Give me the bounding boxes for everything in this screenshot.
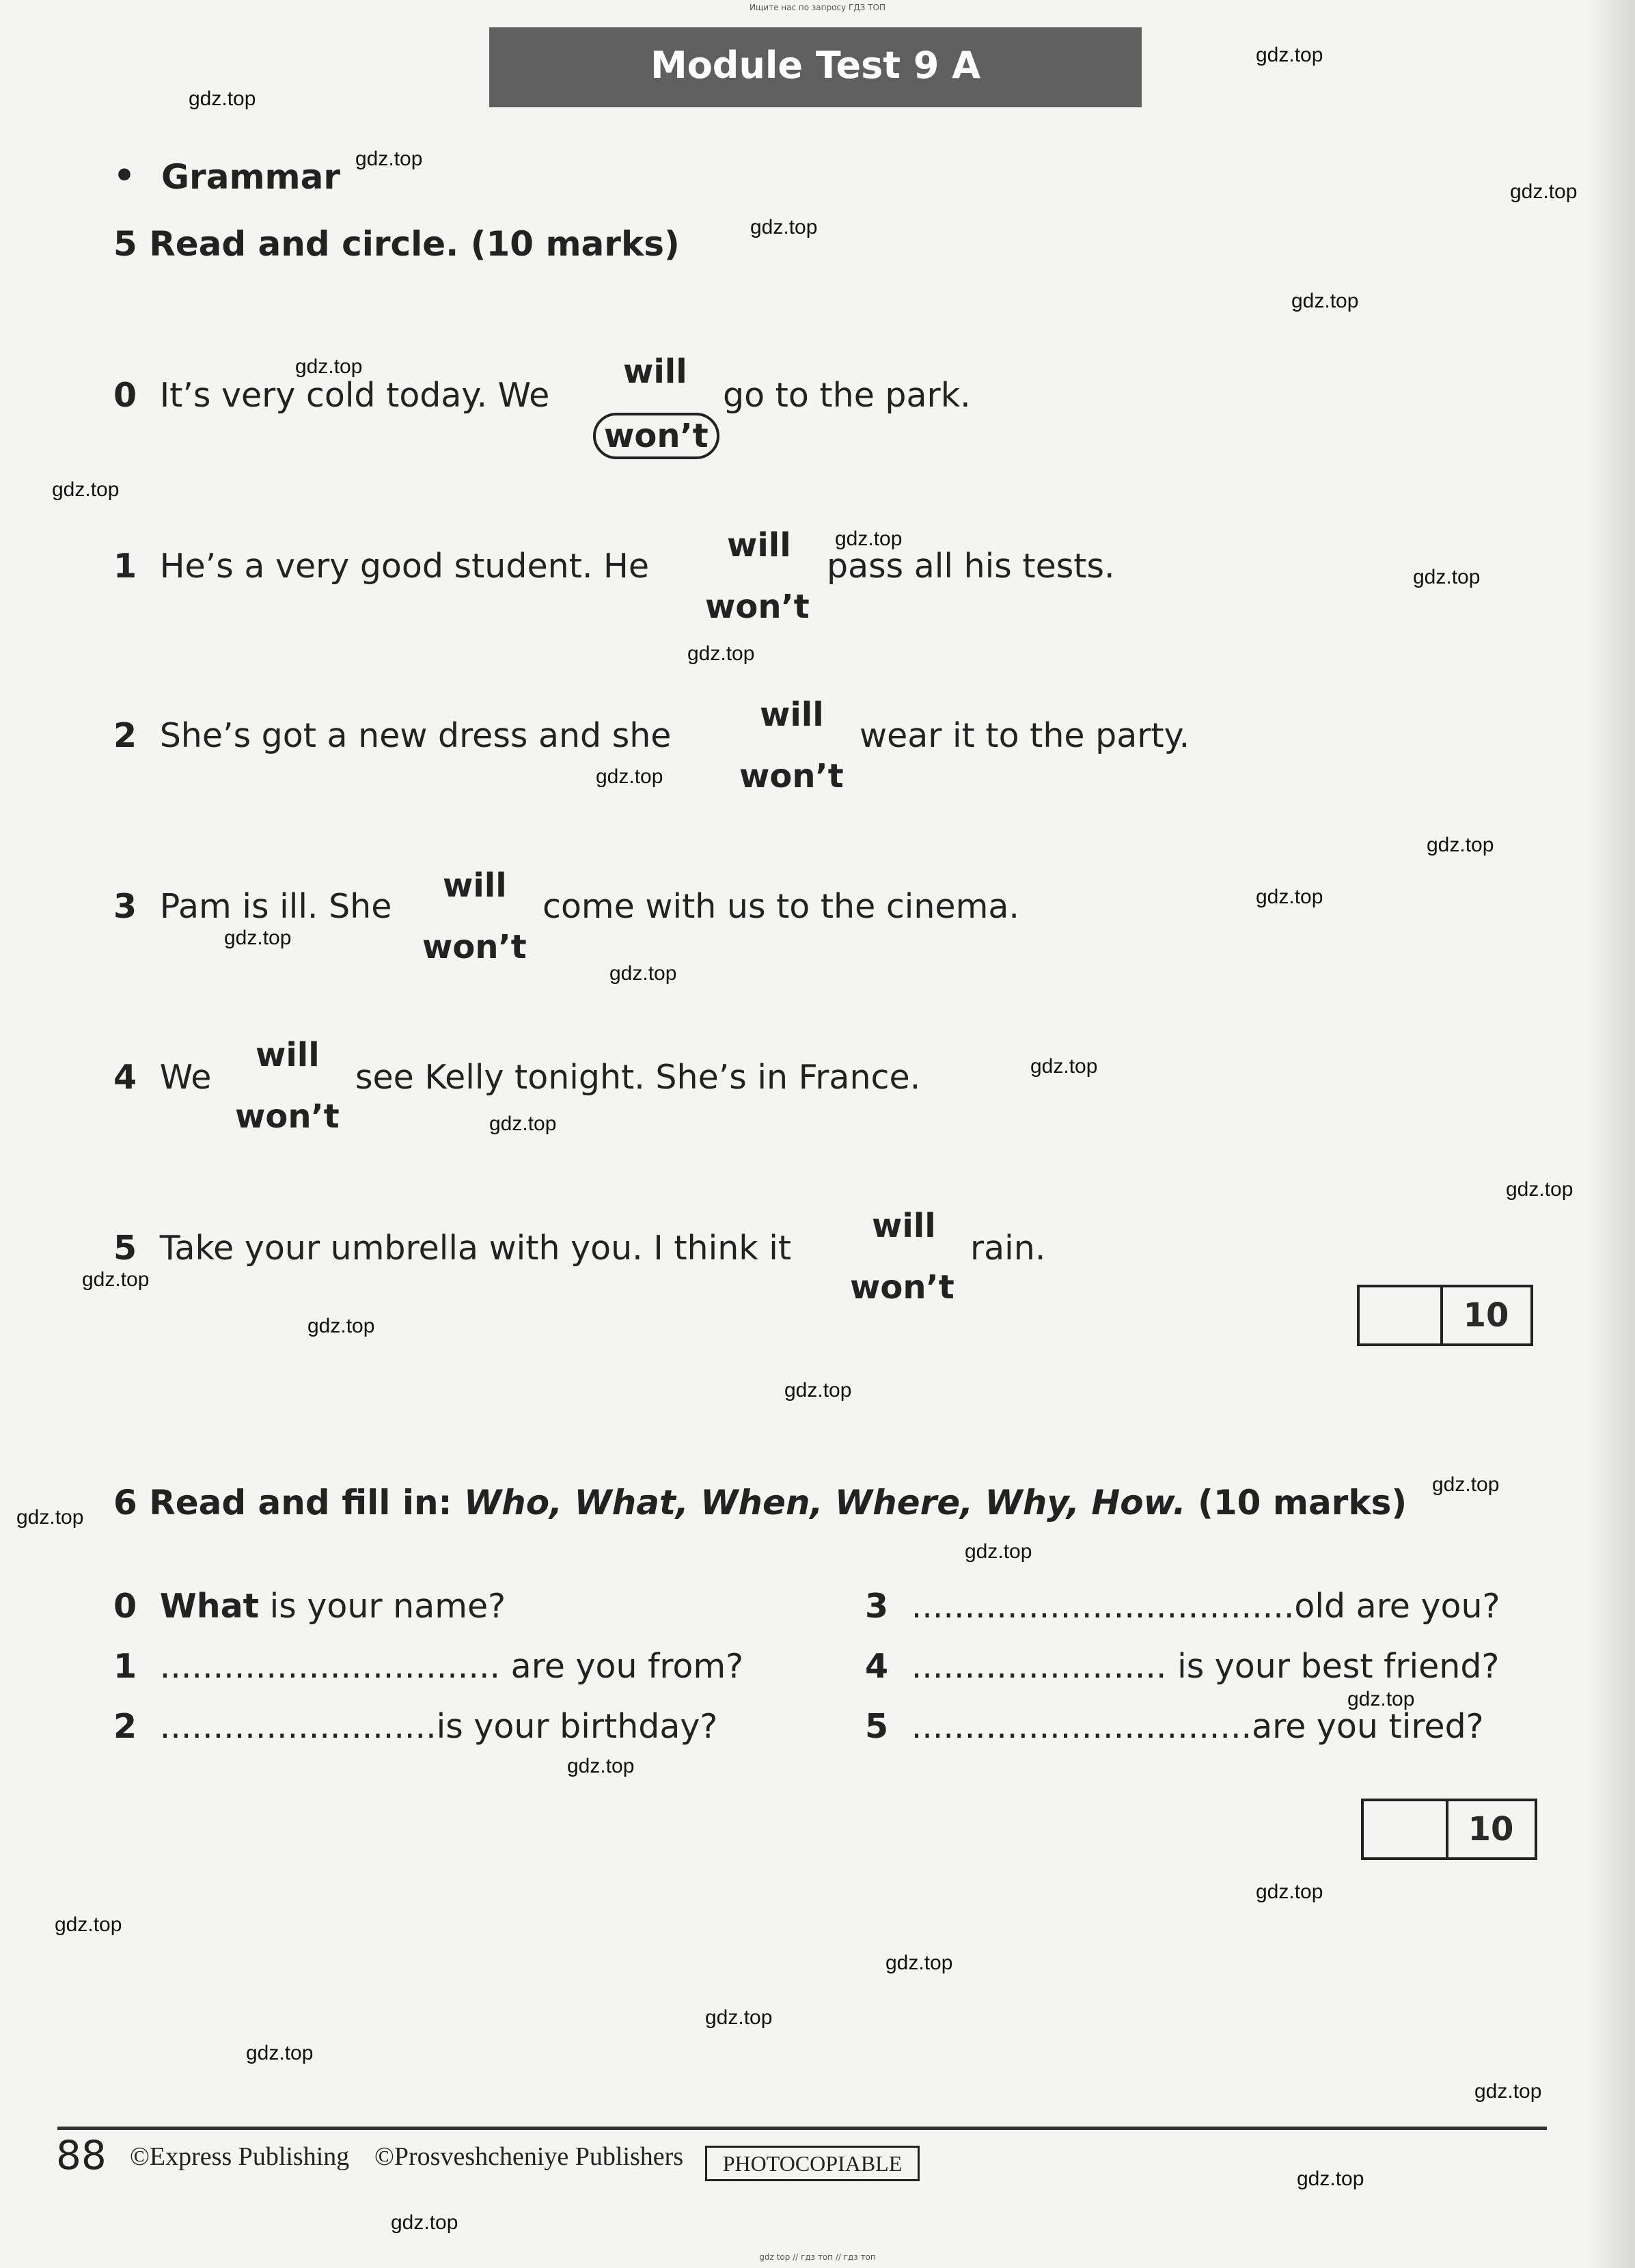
ex6-item-0-number: 0 (113, 1587, 137, 1626)
ex5-item-3-after: come with us to the cinema. (542, 887, 1019, 926)
ex5-item-1 (113, 547, 649, 586)
ex6-item-5-number: 5 (865, 1707, 889, 1746)
bottom-note: gdz top // гдз топ // гдз топ (759, 2252, 876, 2262)
page-number: 88 (56, 2132, 107, 2178)
ex5-item-5-option-wont[interactable]: won’t (850, 1268, 954, 1307)
exercise6-heading-words: Who, What, When, Where, Why, How. (463, 1483, 1186, 1522)
watermark: gdz.top (391, 2211, 458, 2234)
watermark: gdz.top (1291, 290, 1359, 312)
page-title: Module Test 9 A (650, 44, 981, 87)
watermark: gdz.top (355, 148, 423, 170)
exercise6-heading-suffix: (10 marks) (1185, 1483, 1407, 1522)
ex5-item-0 (113, 376, 549, 415)
watermark: gdz.top (885, 1952, 953, 1974)
watermark: gdz.top (16, 1506, 84, 1529)
ex6-item-1-text[interactable]: ................................ are you from? (159, 1647, 744, 1686)
ex6-item-2-text[interactable]: ..........................is your birthday? (159, 1707, 718, 1746)
ex6-item-1 (113, 1647, 743, 1686)
watermark: gdz.top (52, 478, 120, 501)
ex5-item-0-after: go to the park. (723, 376, 971, 415)
ex5-item-4 (113, 1058, 211, 1097)
ex5-item-3 (113, 887, 391, 926)
ex5-item-2-number: 2 (113, 716, 137, 755)
ex6-item-3-text[interactable]: ....................................old are you? (911, 1587, 1500, 1626)
ex6-item-0-answer: What (159, 1587, 260, 1626)
footer-publisher-prosveshcheniye: ©Prosveshcheniye Publishers (374, 2142, 684, 2171)
watermark: gdz.top (55, 1913, 122, 1936)
ex5-item-1-number: 1 (113, 547, 137, 586)
ex5-item-5 (113, 1229, 791, 1268)
watermark: gdz.top (1256, 886, 1323, 908)
watermark: gdz.top (1427, 834, 1494, 856)
watermark: gdz.top (189, 87, 256, 110)
ex5-item-5-before: Take your umbrella with you. I think it (159, 1229, 792, 1268)
watermark: gdz.top (1432, 1473, 1500, 1496)
watermark: gdz.top (835, 528, 903, 550)
ex6-item-4-number: 4 (865, 1647, 889, 1686)
footer-publisher-express: ©Express Publishing (130, 2142, 350, 2171)
watermark: gdz.top (246, 2042, 314, 2064)
ex5-item-0-option-wont-circled[interactable]: won’t (593, 413, 719, 459)
ex5-item-3-option-wont[interactable]: won’t (422, 928, 527, 966)
watermark: gdz.top (1256, 1881, 1323, 1903)
ex6-item-2-number: 2 (113, 1707, 137, 1746)
exercise5-heading: 5 Read and circle. (10 marks) (113, 224, 680, 264)
watermark: gdz.top (567, 1755, 635, 1777)
watermark: gdz.top (609, 962, 677, 985)
watermark: gdz.top (1506, 1178, 1574, 1201)
ex5-item-1-option-will[interactable]: will (727, 526, 791, 564)
ex5-item-2-before: She’s got a new dress and she (159, 716, 672, 755)
ex5-item-3-before: Pam is ill. She (159, 887, 392, 926)
top-search-note: Ищите нас по запросу ГДЗ ТОП (750, 3, 885, 12)
photocopiable-label: PHOTOCOPIABLE (705, 2146, 920, 2181)
ex5-item-4-before: We (159, 1058, 212, 1097)
watermark: gdz.top (1256, 44, 1323, 66)
ex6-item-0 (113, 1587, 506, 1626)
ex6-item-4 (865, 1647, 1499, 1686)
ex5-item-0-option-will[interactable]: will (623, 353, 687, 391)
page-edge-shadow (1587, 0, 1635, 2268)
watermark: gdz.top (1474, 2080, 1542, 2103)
ex5-item-5-option-will[interactable]: will (872, 1207, 936, 1245)
exercise6-heading (113, 1483, 1407, 1522)
section-title: Grammar (161, 157, 341, 197)
ex6-item-4-text[interactable]: ........................ is your best friend? (911, 1647, 1500, 1686)
ex6-item-2 (113, 1707, 717, 1746)
ex5-item-4-number: 4 (113, 1058, 137, 1097)
ex6-item-3-number: 3 (865, 1587, 889, 1626)
ex5-item-5-after: rain. (970, 1229, 1046, 1268)
ex5-item-2-option-wont[interactable]: won’t (739, 757, 844, 795)
watermark: gdz.top (489, 1112, 557, 1135)
footer-rule (57, 2127, 1547, 2130)
watermark: gdz.top (224, 927, 292, 949)
watermark: gdz.top (1297, 2168, 1364, 2190)
ex6-item-3 (865, 1587, 1500, 1626)
ex5-item-1-after: pass all his tests. (827, 547, 1115, 586)
ex6-item-5 (865, 1707, 1484, 1746)
watermark: gdz.top (1347, 1688, 1415, 1710)
watermark: gdz.top (687, 642, 755, 665)
ex5-item-3-option-will[interactable]: will (443, 866, 507, 905)
watermark: gdz.top (1510, 180, 1578, 203)
watermark: gdz.top (750, 216, 818, 238)
ex5-item-2-after: wear it to the party. (860, 716, 1190, 755)
ex5-item-3-number: 3 (113, 887, 137, 926)
ex5-item-0-number: 0 (113, 376, 137, 415)
watermark: gdz.top (705, 2006, 773, 2029)
ex5-item-2 (113, 716, 671, 755)
ex5-item-1-option-wont[interactable]: won’t (705, 588, 810, 626)
watermark: gdz.top (596, 765, 663, 788)
watermark: gdz.top (784, 1379, 852, 1402)
exercise6-heading-prefix: 6 Read and fill in: (113, 1483, 464, 1522)
watermark: gdz.top (1413, 566, 1481, 588)
ex5-item-4-option-wont[interactable]: won’t (235, 1097, 340, 1136)
watermark: gdz.top (295, 355, 363, 378)
ex5-item-2-option-will[interactable]: will (760, 696, 824, 734)
ex5-item-0-before: It’s very cold today. We (159, 376, 550, 415)
ex5-item-5-number: 5 (113, 1229, 137, 1268)
watermark: gdz.top (307, 1315, 375, 1337)
watermark: gdz.top (82, 1268, 150, 1291)
ex6-item-1-number: 1 (113, 1647, 137, 1686)
ex6-item-5-text[interactable]: ................................are you tired? (911, 1707, 1484, 1746)
ex5-item-1-before: He’s a very good student. He (159, 547, 650, 586)
ex5-item-4-option-will[interactable]: will (256, 1036, 320, 1074)
section-bullet: • (113, 156, 135, 195)
exercise6-score-total: 10 (1468, 1810, 1514, 1848)
ex5-item-4-after: see Kelly tonight. She’s in France. (355, 1058, 921, 1097)
watermark: gdz.top (965, 1540, 1032, 1563)
watermark: gdz.top (1030, 1055, 1098, 1078)
ex6-item-0-text: is your name? (259, 1587, 506, 1626)
exercise5-score-total: 10 (1463, 1296, 1509, 1335)
